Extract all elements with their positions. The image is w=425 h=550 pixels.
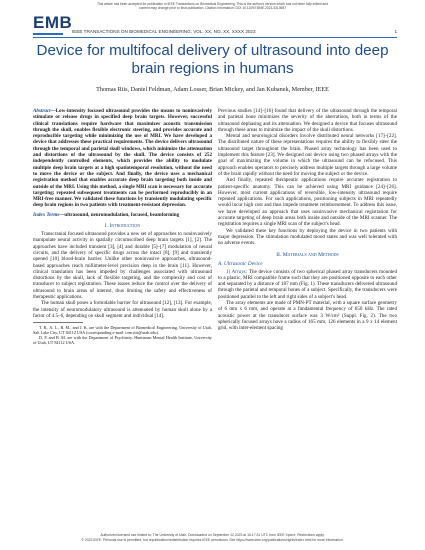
journal-name: IEEE TRANSACTIONS ON BIOMEDICAL ENGINEERING, VOL. XX, NO. XX, XXXX 2023 [72,29,256,34]
right-paragraph-3: And finally, repeated therapeutic applications require accurate registration to patient-specific anatomy. This can be achieved using MRI guidance [24]–[26]. However, most current applications of reversible, low-intensity ultrasound require repeated applications. For such applications, positioning subjects in MRI repeatedly would incur high cost and thus impede treatment reimbursement. To address this issue, we have developed an approach that uses noninvasive mechanical registration for accurate targeting of deep brain areas both inside and outside of the MRI scanner. The registration requires a single MRI scan of the subject's head. [218,177,397,228]
license-line-2: © 2023 IEEE. Personal use is permitted, but republication/redistribution requires IEEE permission. See https://www.ieee.org/publications/rights/index.html for more information. [81,537,344,542]
footnote-affiliation-1: T. R., A. L., B. M., and J. K. are with the Department of Biomedical Engineering, University of Utah, Salt Lake City, UT 84112 USA (corresponding e-mail: tom.riis@utah.edu). [33,324,212,335]
arrays-paragraph [218,269,397,300]
intro-paragraph-1: Transcranial focused ultrasound provides a new set of approaches to noninvasively manipulate neural activity in spatially circumscribed deep brain targets [1], [2]. The approaches have included transient [3], [4] and durable [5]–[7] modulation of neural circuits, and the delivery of specific drugs across the intact [8], [9] and transiently opened [10] blood-brain barrier. Unlike other noninvasive approaches, ultrasound-based approaches reach millimeter-level precision deep in the brain [11]. However, clinical translation has been impeded by challenges associated with ultrasound distortions by the skull, lack of flexible targeting, and the complexity and cost of transducer to subject registration. These issues reduce the control over the delivery of ultrasound to brain areas of interest, thus limiting the safety and effectiveness of therapeutic applications. [33,231,212,301]
section-heading-introduction: I. Introduction [104,223,141,230]
publication-notice [0,2,425,11]
index-terms-text: —ultrasound, neuromodulation, focused, beamforming [59,211,180,218]
publication-notice-line-1: This article has been accepted for publication in IEEE Transactions on Biomedical Engineering. This is the author's version which has not been fully edited and [96,2,329,6]
intro-paragraph-2: The human skull poses a formidable barrier for ultrasound [12], [13]. For example, the intensity of neuromodulatory ultrasound is attenuated by human skull alone by a factor of 4.5–6, depending on skull segment and individual [14]. [33,300,212,319]
index-terms-label: Index Terms [33,211,60,218]
section-heading-methods: II. Materials and Methods [276,251,339,258]
journal-header [72,28,397,36]
abstract [33,108,212,209]
left-column [33,108,212,346]
arrays-label: 1) Arrays: [226,268,248,275]
array-elements-paragraph: The array elements are made of PMN-PT material, with a square surface geometry of 6 mm x 6 mm, and operate at a fundamental frequency of 650 kHz. The rated acoustic power at the transducer surface was 3 W/cm² (Suppl. Fig. 2). The two spherically focused arrays have a radius of 165 mm, 126 elements in a 9 x 14 element grid, with inter-element spacing [218,300,397,332]
arrays-text: The device consists of two spherical phased array transducers mounted to a plastic, MRI compatible frame such that they are positioned opposite to each other and separated by a distance of 187 mm (Fig. 1). These transducers delivered ultrasound through the parietal and temporal bones of a subject. Specifically, the transducers were positioned parallel to the left and right sides of a subject's head. [218,268,397,300]
page-number: 1 [394,29,397,34]
subsection-heading-device: A. Ultrasonic Device [218,260,263,267]
abstract-text: —Low-intensity focused ultrasound provides the means to noninvasively stimulate or release drugs in specified deep brain targets. However, successful clinical translations require hardware that maximizes acoustic transmission through the skull, enables flexible electronic steering, and provides accurate and reproducible targeting while minimizing the use of MRI. We have developed a device that addresses these practical requirements. The device delivers ultrasound through the temporal and parietal skull windows, which minimize the attenuation and distortions of the ultrasound by the skull. The device consists of 252 independently controlled elements, which provides the ability to modulate multiple deep brain targets at a high spatiotemporal resolution, without the need to move the device or the subject. And finally, the device uses a mechanical registration method that enables accurate deep brain targeting both inside and outside of the MRI. Using this method, a single MRI scan is necessary for accurate targeting; repeated subsequent treatments can be performed reproducibly in an MRI-free manner. We validated these functions by transiently modulating specific deep brain regions in two patients with treatment-resistant depression. [33,108,212,209]
right-paragraph-1: Previous studies [14]–[16] found that delivery of the ultrasound through the temporal and parietal bone minimizes the severity of the aberrations, both in terms of the ultrasound dephasing and its attenuation. We designed a device that focuses ultrasound through these areas to minimize the impact of the skull distortions. [218,108,397,133]
abstract-label: Abstract [33,108,51,114]
publication-notice-line-2: content may change prior to final publication. Citation information: DOI 10.1109/TBME.2023.3313987 [138,6,287,11]
author-list: Thomas Riis, Daniel Feldman, Adam Losser, Brian Mickey, and Jan Kubanek, Member, IEEE [96,86,329,93]
license-footer [0,533,425,542]
license-line-1: Authorized licensed use limited to: The University of Utah. Downloaded on September 12,2023 at 16:17:31 UTC from IEEE Xplore. Restrictions apply. [100,533,325,537]
index-terms [33,212,212,218]
paper-title: Device for multifocal delivery of ultrasound into deep brain regions in humans [36,42,389,77]
right-column [218,108,397,332]
footnote-divider [33,322,83,323]
right-paragraph-4: We validated these key functions by deploying the device in two patients with major depression. The stimulation modulated mood states and was well tolerated with no adverse events. [218,227,397,247]
emb-logo-text: EMB [33,13,73,32]
right-paragraph-2: Mental and neurological disorders involve distributed neural networks [17]–[22]. The distributed nature of these representations requires the ability to flexibly steer the ultrasound target throughout the brain. Phased array technology has been used to implement this feature [23]. We designed our device using two phased arrays with the goal of maximizing the volume in which the ultrasound can be refocused. This approach enables operators to precisely address multiple targets through a large volume of the brain rapidly without the need for moving the subject or the device. [218,133,397,177]
header-divider [33,37,397,38]
emb-logo [33,13,73,36]
footnote-affiliation-2: D. F. and B. M. are with the Department of Psychiatry, Huntsman Mental Health Institute, University of Utah, UT 84112 USA. [33,335,212,346]
emb-logo-bar [33,33,63,35]
